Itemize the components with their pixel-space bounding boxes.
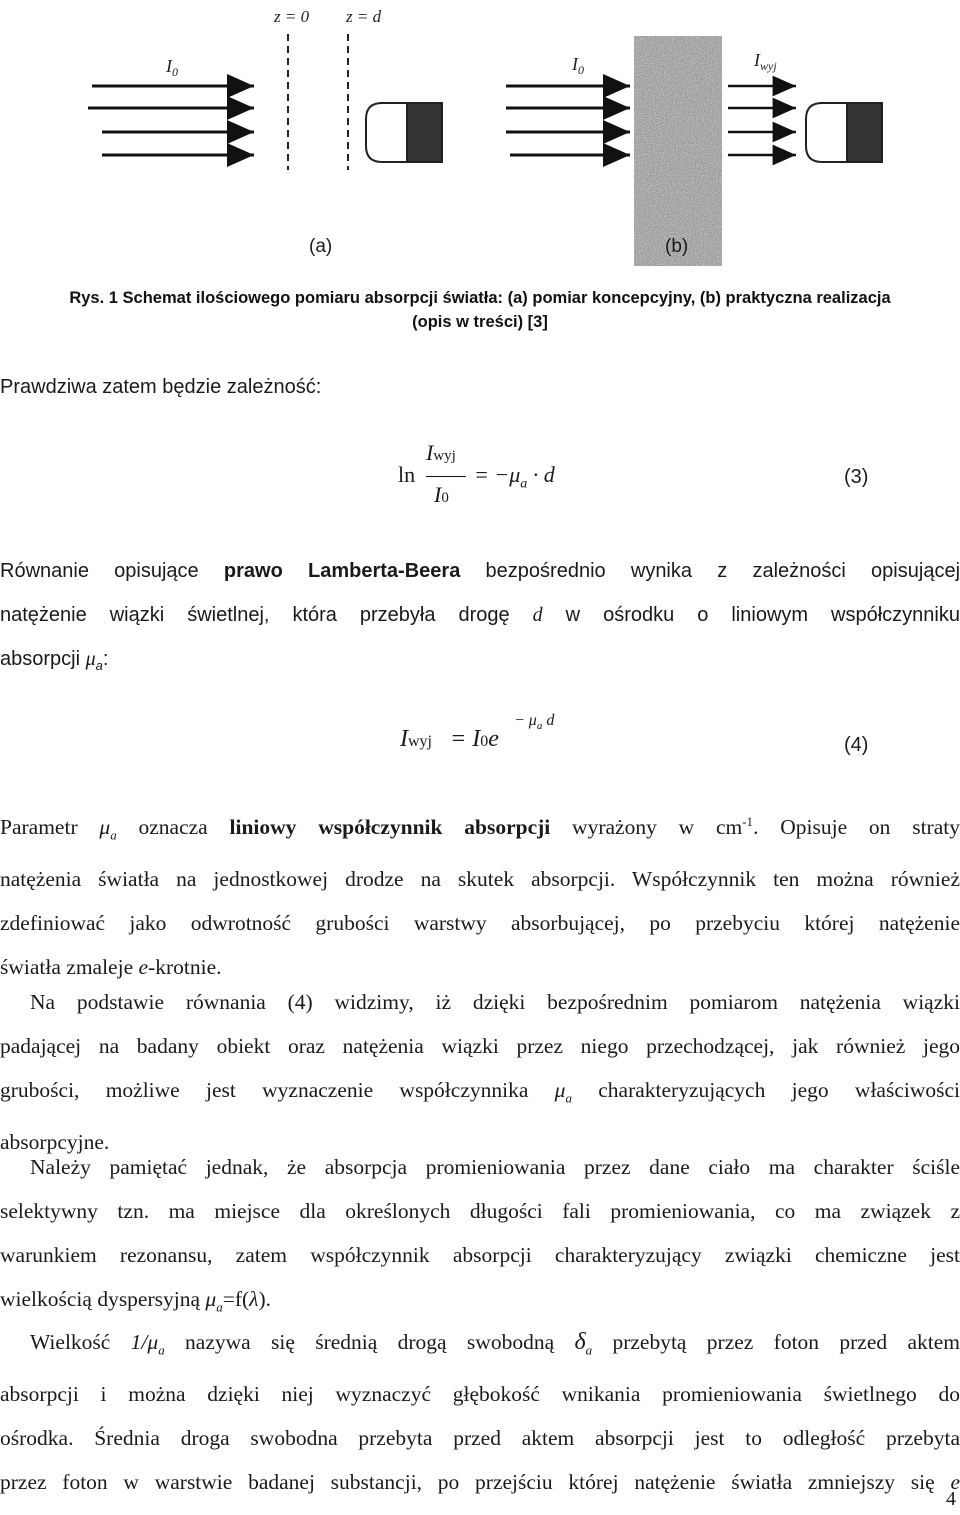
p2-line-4: światła zmaleje e-krotnie. bbox=[0, 955, 222, 980]
caption-line-1: Rys. 1 Schemat ilościowego pomiaru absorpcji światła: (a) pomiar koncepcyjny, (b) praktyczna realizacja bbox=[69, 289, 891, 307]
paragraph-nalezy-pamietac bbox=[0, 1145, 960, 1329]
eq4-lhs: Iwyj bbox=[400, 726, 432, 752]
p2-line-2: natężenia światła na jednostkowej drodze na skutek absorpcji. Współczynnik ten można również bbox=[0, 867, 960, 892]
p1-line-3: absorpcji $\mu_a$: bbox=[0, 648, 109, 673]
z0-label: z = 0 bbox=[274, 7, 310, 26]
eq3-ln: ln bbox=[398, 462, 416, 487]
p3-line-3: grubości, możliwe jest wyznaczenie współczynnika $\mu_a$ charakteryzujących jego właściwości bbox=[0, 1078, 960, 1106]
incident-beam-arrows-a bbox=[88, 86, 254, 155]
detector-b bbox=[806, 103, 882, 162]
i0-label-b: $I_0$ bbox=[572, 54, 584, 77]
intro-text: Prawdziwa zatem będzie zależność: bbox=[0, 376, 322, 398]
eq4-rhs: = I0e bbox=[450, 726, 499, 752]
p4-line-1: Należy pamiętać jednak, że absorpcja promieniowania przez dane ciało ma charakter ściśle bbox=[30, 1155, 960, 1179]
zd-label: z = d bbox=[346, 7, 382, 26]
p2-line-1: Parametr $\mu_a$ oznacza liniowy współczynnik absorpcji wyrażony w $cm^{-1}$. Opisuje on straty bbox=[0, 814, 960, 843]
eq3-numerator: Iwyj bbox=[426, 440, 456, 465]
p3-line-4: absorpcyjne. bbox=[0, 1130, 110, 1155]
equation-4 bbox=[400, 712, 878, 772]
paragraph-wielkosc bbox=[0, 1320, 960, 1504]
p4-line-4: wielkością dyspersyjną $\mu_a=f(\lambda)$. bbox=[0, 1287, 272, 1315]
paragraph-lambert-beer bbox=[0, 549, 960, 688]
p5-line-1: Wielkość $1/\mu_a$ nazywa się średnią drogą swobodną $\delta_a$ przebytą przez foton przed aktem bbox=[30, 1329, 960, 1358]
p1-line-1: Równanie opisujące prawo Lamberta-Beera bezpośrednio wynika z zależności opisującej bbox=[0, 560, 960, 582]
p5-line-3: ośrodka. Średnia droga swobodna przebyta przed aktem absorpcji jest to odległość przebyta bbox=[0, 1426, 960, 1451]
p3-line-2: padającej na badany obiekt oraz natężenia wiązki przez niego przechodzącej, jak również jego bbox=[0, 1034, 960, 1058]
eq3-denominator: I0 bbox=[434, 482, 449, 507]
paragraph-na-podstawie bbox=[0, 980, 960, 1164]
eq4-exponent: − $\mu_a$ d bbox=[514, 712, 555, 733]
p2-line-3: zdefiniować jako odwrotność grubości warstwy absorbującej, po przebyciu której natężenie bbox=[0, 911, 960, 936]
p1-line-2: natężenie wiązki świetlnej, która przebyła drogę d w ośrodku o liniowym współczynniku bbox=[0, 604, 960, 626]
paragraph-parametr bbox=[0, 800, 960, 989]
eq3-rhs: = $-\mu_a \cdot d$ bbox=[474, 462, 555, 492]
page-number: 4 bbox=[946, 1488, 956, 1510]
equation-3 bbox=[398, 440, 878, 520]
figure-absorption-schematic bbox=[0, 0, 960, 270]
panel-label-b: (b) bbox=[665, 236, 689, 257]
absorbing-medium-slab bbox=[634, 36, 722, 266]
incident-beam-arrows-b bbox=[506, 86, 630, 155]
eq4-number: (4) bbox=[844, 734, 869, 756]
caption-line-2: (opis w treści) [3] bbox=[412, 313, 548, 331]
eq3-fraction-bar bbox=[426, 476, 466, 477]
panel-label-a: (a) bbox=[309, 236, 333, 257]
figure-caption bbox=[0, 286, 960, 334]
transmitted-beam-arrows-b bbox=[728, 86, 796, 155]
iwyj-label: $I_{wyj}$ bbox=[754, 50, 777, 73]
p3-line-1: Na podstawie równania (4) widzimy, iż dzięki bezpośrednim pomiarom natężenia wiązki bbox=[30, 990, 960, 1014]
p5-line-2: absorpcji i można dzięki niej wyznaczyć głębokość wnikania promieniowania świetlnego do bbox=[0, 1382, 960, 1407]
p5-line-4: przez foton w warstwie badanej substancji, po przejściu której natężenie światła zmniejszy się e bbox=[0, 1470, 960, 1495]
eq3-number: (3) bbox=[844, 466, 869, 488]
i0-label-a: $I_0$ bbox=[166, 56, 178, 79]
p4-line-3: warunkiem rezonansu, zatem współczynnik absorpcji charakteryzujący związki chemiczne jest bbox=[0, 1243, 960, 1267]
detector-a bbox=[366, 103, 442, 162]
p4-line-2: selektywny tzn. ma miejsce dla określonych długości fali promieniowania, co ma związek z bbox=[0, 1199, 960, 1223]
